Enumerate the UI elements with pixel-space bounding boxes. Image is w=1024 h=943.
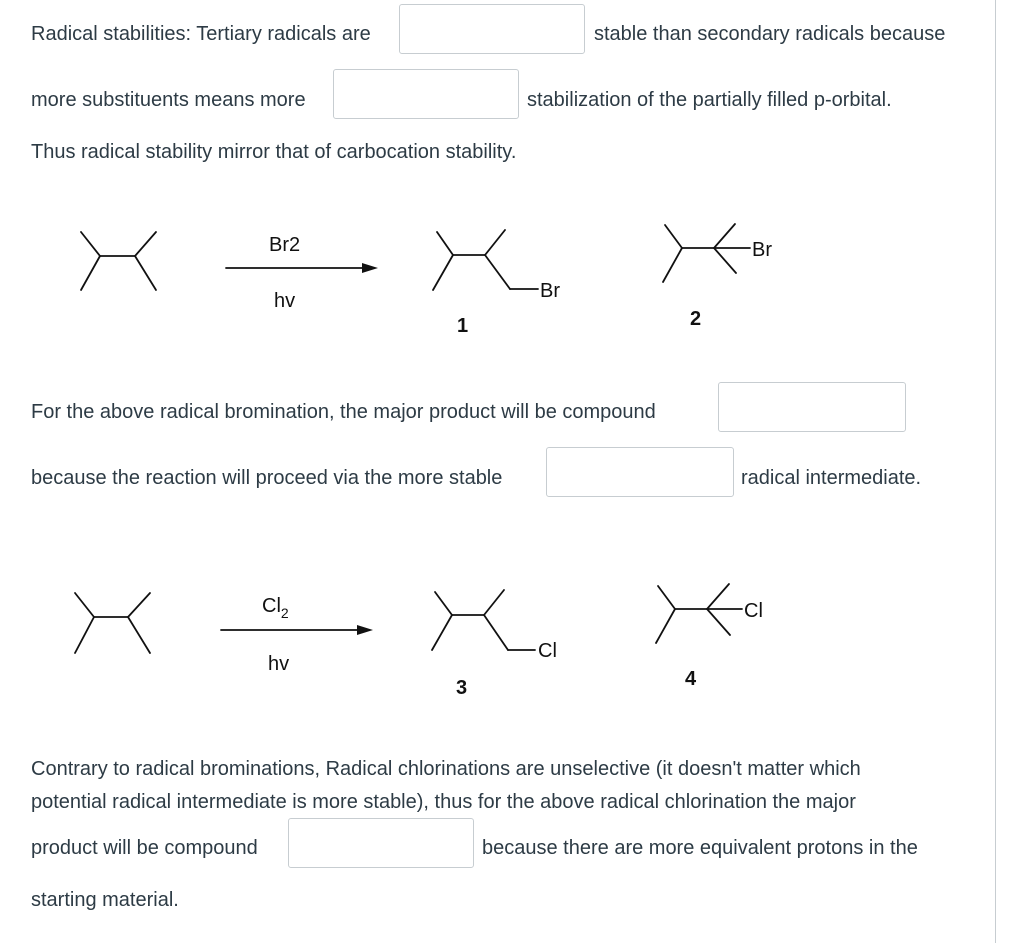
product-1-label: 1 [457,315,469,337]
q1-text-4: stabilization of the partially filled p-orbital. [527,89,892,111]
chlorination-reaction-scheme [0,575,996,705]
starting-material-structure [81,232,156,290]
starting-material-structure [75,593,150,653]
q3-text-3: product will be compound [31,837,258,859]
product-3-substituent: Cl [538,640,557,662]
q2-text-1: For the above radical bromination, the major product will be compound [31,401,656,423]
answer-blank-2[interactable] [333,69,519,119]
condition-label: hv [274,290,296,312]
q3-text-4: because there are more equivalent protons in the [482,837,918,859]
reagent-label: $Cl_2$ [262,595,289,621]
q1-text-3: more substituents means more [31,89,306,111]
answer-blank-1[interactable] [399,4,585,54]
q2-text-3: radical intermediate. [741,467,922,489]
product-1-substituent: Br [540,280,560,302]
reaction-arrowhead [362,263,378,273]
answer-blank-3[interactable] [718,382,906,432]
product-4-label: 4 [685,668,697,690]
product-2-structure [663,224,750,282]
q1-text-2: stable than secondary radicals because [594,23,946,45]
reagent-label: Br2 [269,234,301,256]
q2-text-2: because the reaction will proceed via the more stable [31,467,503,489]
condition-label: hv [268,653,290,675]
bromination-reaction-scheme [0,210,996,340]
product-1-structure [433,230,538,290]
product-4-substituent: Cl [744,600,763,622]
product-4-structure [656,584,742,643]
answer-blank-4[interactable] [546,447,734,497]
q3-text-2: potential radical intermediate is more stable), thus for the above radical chlorination the major [31,791,856,813]
product-3-structure [432,590,535,650]
q3-text-5: starting material. [31,889,179,911]
q1-text-5: Thus radical stability mirror that of carbocation stability. [31,141,517,163]
q1-text-1: Radical stabilities: Tertiary radicals are [31,23,371,45]
answer-blank-5[interactable] [288,818,474,868]
product-2-label: 2 [690,308,702,330]
product-2-substituent: Br [752,239,772,261]
product-3-label: 3 [456,677,468,699]
q3-text-1: Contrary to radical brominations, Radical chlorinations are unselective (it doesn't matter which [31,758,861,780]
reaction-arrowhead [357,625,373,635]
